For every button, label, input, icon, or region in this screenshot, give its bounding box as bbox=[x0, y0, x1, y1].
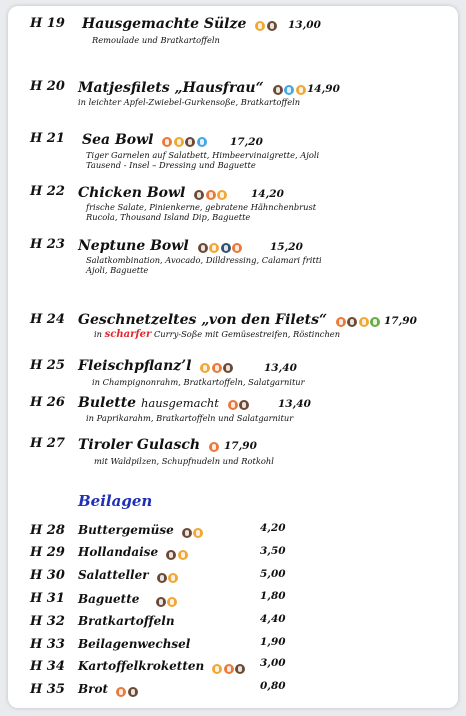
item-code: H 19 bbox=[30, 16, 65, 31]
side-name: Buttergemüse bbox=[78, 523, 174, 537]
allergen-icons bbox=[200, 360, 235, 376]
item-price: 17,20 bbox=[230, 136, 263, 148]
item-name: Neptune Bowl bbox=[78, 238, 189, 254]
item-title bbox=[78, 80, 307, 98]
side-code: H 34 bbox=[30, 659, 65, 674]
item-code: H 22 bbox=[30, 184, 65, 199]
allergen-icon bbox=[224, 664, 234, 674]
allergen-icons bbox=[273, 82, 308, 98]
menu-card bbox=[8, 6, 458, 708]
item-code: H 24 bbox=[30, 312, 65, 327]
side-name: Baguette bbox=[78, 592, 140, 606]
allergen-icon bbox=[206, 190, 216, 200]
allergen-icons bbox=[166, 547, 189, 561]
item-name: Chicken Bowl bbox=[78, 185, 186, 201]
side-code: H 29 bbox=[30, 545, 65, 560]
allergen-icons bbox=[228, 397, 251, 413]
item-description: mit Waldpilzen, Schupfnudeln und Rotkohl bbox=[94, 456, 274, 466]
allergen-icon bbox=[296, 85, 306, 95]
allergen-icon bbox=[174, 137, 184, 147]
allergen-icons bbox=[336, 314, 382, 330]
allergen-icons bbox=[156, 594, 179, 608]
allergen-icons bbox=[194, 187, 229, 203]
side-code: H 30 bbox=[30, 568, 65, 583]
allergen-icon bbox=[232, 243, 242, 253]
allergen-icon bbox=[156, 597, 166, 607]
allergen-icon bbox=[336, 317, 346, 327]
item-description: Rucola, Thousand Island Dip, Baguette bbox=[86, 212, 251, 222]
side-price: 4,20 bbox=[260, 522, 286, 534]
allergen-icons bbox=[198, 240, 244, 256]
allergen-icon bbox=[228, 400, 238, 410]
allergen-icon bbox=[255, 21, 265, 31]
item-description: in scharfer Curry-Soße mit Gemüsestreifen, Röstinchen bbox=[94, 329, 341, 340]
item-description: in Paprikarahm, Bratkartoffeln und Salatgarnitur bbox=[86, 413, 294, 423]
allergen-icon bbox=[185, 137, 195, 147]
allergen-icon bbox=[116, 687, 126, 697]
side-item bbox=[78, 523, 205, 539]
allergen-icon bbox=[209, 243, 219, 253]
allergen-icons bbox=[182, 525, 205, 539]
item-title bbox=[78, 358, 235, 376]
allergen-icon bbox=[182, 528, 192, 538]
side-name: Beilagenwechsel bbox=[78, 637, 191, 651]
allergen-icon bbox=[221, 243, 231, 253]
side-item bbox=[78, 659, 247, 675]
item-description: frische Salate, Pinienkerne, gebratene Hähnchenbrust bbox=[86, 202, 317, 212]
item-title bbox=[78, 437, 220, 455]
allergen-icons bbox=[116, 684, 139, 698]
allergen-icon bbox=[198, 243, 208, 253]
item-title bbox=[82, 16, 278, 34]
item-title bbox=[78, 312, 382, 330]
side-name: Hollandaise bbox=[78, 545, 159, 559]
item-name: Hausgemachte Sülze bbox=[82, 16, 247, 32]
spicy-label: scharfer bbox=[104, 329, 152, 340]
item-description: Salatkombination, Avocado, Dilldressing, Calamari fritti bbox=[86, 255, 322, 265]
item-title bbox=[82, 132, 208, 150]
item-name-extra: hausgemacht bbox=[140, 396, 219, 410]
side-name: Bratkartoffeln bbox=[78, 614, 175, 628]
item-price: 14,90 bbox=[307, 83, 340, 95]
allergen-icon bbox=[193, 528, 203, 538]
item-description: Tausend - Insel – Dressing und Baguette bbox=[86, 160, 256, 170]
allergen-icon bbox=[235, 664, 245, 674]
side-code: H 28 bbox=[30, 523, 65, 538]
allergen-icon bbox=[347, 317, 357, 327]
item-code: H 21 bbox=[30, 131, 65, 146]
allergen-icon bbox=[157, 573, 167, 583]
side-price: 1,80 bbox=[260, 590, 286, 602]
item-code: H 20 bbox=[30, 79, 65, 94]
allergen-icon bbox=[178, 550, 188, 560]
item-price: 13,00 bbox=[288, 19, 321, 31]
side-price: 3,50 bbox=[260, 545, 286, 557]
item-price: 17,90 bbox=[384, 315, 417, 327]
side-price: 4,40 bbox=[260, 613, 286, 625]
side-name: Salatteller bbox=[78, 568, 149, 582]
side-item bbox=[78, 682, 139, 698]
item-title bbox=[78, 185, 229, 203]
allergen-icons bbox=[212, 661, 247, 675]
item-name: Geschnetzeltes „von den Filets“ bbox=[78, 312, 328, 328]
side-item bbox=[78, 568, 180, 584]
side-price: 0,80 bbox=[260, 680, 286, 692]
item-code: H 25 bbox=[30, 358, 65, 373]
side-price: 3,00 bbox=[260, 657, 286, 669]
side-code: H 33 bbox=[30, 637, 65, 652]
allergen-icon bbox=[166, 550, 176, 560]
allergen-icon bbox=[267, 21, 277, 31]
allergen-icon bbox=[223, 363, 233, 373]
item-code: H 27 bbox=[30, 436, 65, 451]
item-title bbox=[78, 238, 244, 256]
side-code: H 32 bbox=[30, 614, 65, 629]
item-price: 17,90 bbox=[224, 440, 257, 452]
allergen-icon bbox=[167, 597, 177, 607]
side-price: 5,00 bbox=[260, 568, 286, 580]
allergen-icon bbox=[273, 85, 283, 95]
side-item bbox=[78, 592, 179, 608]
item-description: in leichter Apfel-Zwiebel-Gurkensoße, Bratkartoffeln bbox=[78, 97, 301, 107]
side-name: Brot bbox=[78, 682, 109, 696]
allergen-icon bbox=[370, 317, 380, 327]
item-code: H 23 bbox=[30, 237, 65, 252]
item-price: 13,40 bbox=[264, 362, 297, 374]
item-code: H 26 bbox=[30, 395, 65, 410]
side-item bbox=[78, 545, 189, 561]
item-description: Remoulade und Bratkartoffeln bbox=[92, 35, 220, 45]
allergen-icon bbox=[212, 363, 222, 373]
item-name: Sea Bowl bbox=[82, 132, 154, 148]
section-title: Beilagen bbox=[78, 492, 153, 510]
item-title bbox=[78, 395, 251, 413]
allergen-icon bbox=[168, 573, 178, 583]
allergen-icons bbox=[209, 439, 221, 455]
allergen-icon bbox=[284, 85, 294, 95]
item-name: Bulette bbox=[78, 395, 137, 411]
item-name: Matjesfilets „Hausfrau“ bbox=[78, 80, 264, 96]
side-code: H 35 bbox=[30, 682, 65, 697]
allergen-icons bbox=[157, 570, 180, 584]
item-description: Tiger Garnelen auf Salatbett, Himbeervinaigrette, Ajoli bbox=[86, 150, 320, 160]
allergen-icon bbox=[217, 190, 227, 200]
side-code: H 31 bbox=[30, 591, 65, 606]
allergen-icon bbox=[197, 137, 207, 147]
item-price: 15,20 bbox=[270, 241, 303, 253]
item-price: 14,20 bbox=[251, 188, 284, 200]
allergen-icon bbox=[212, 664, 222, 674]
item-description: in Champignonrahm, Bratkartoffeln, Salatgarnitur bbox=[92, 377, 305, 387]
item-price: 13,40 bbox=[278, 398, 311, 410]
allergen-icon bbox=[200, 363, 210, 373]
allergen-icon bbox=[194, 190, 204, 200]
allergen-icon bbox=[209, 442, 219, 452]
allergen-icon bbox=[162, 137, 172, 147]
allergen-icon bbox=[128, 687, 138, 697]
side-price: 1,90 bbox=[260, 636, 286, 648]
allergen-icons bbox=[162, 134, 208, 150]
allergen-icons bbox=[255, 18, 278, 34]
allergen-icon bbox=[359, 317, 369, 327]
side-name: Kartoffelkroketten bbox=[78, 659, 205, 673]
item-name: Tiroler Gulasch bbox=[78, 437, 201, 453]
allergen-icon bbox=[239, 400, 249, 410]
item-name: Fleischpflanz’l bbox=[78, 358, 192, 374]
item-description: Ajoli, Baguette bbox=[86, 265, 149, 275]
